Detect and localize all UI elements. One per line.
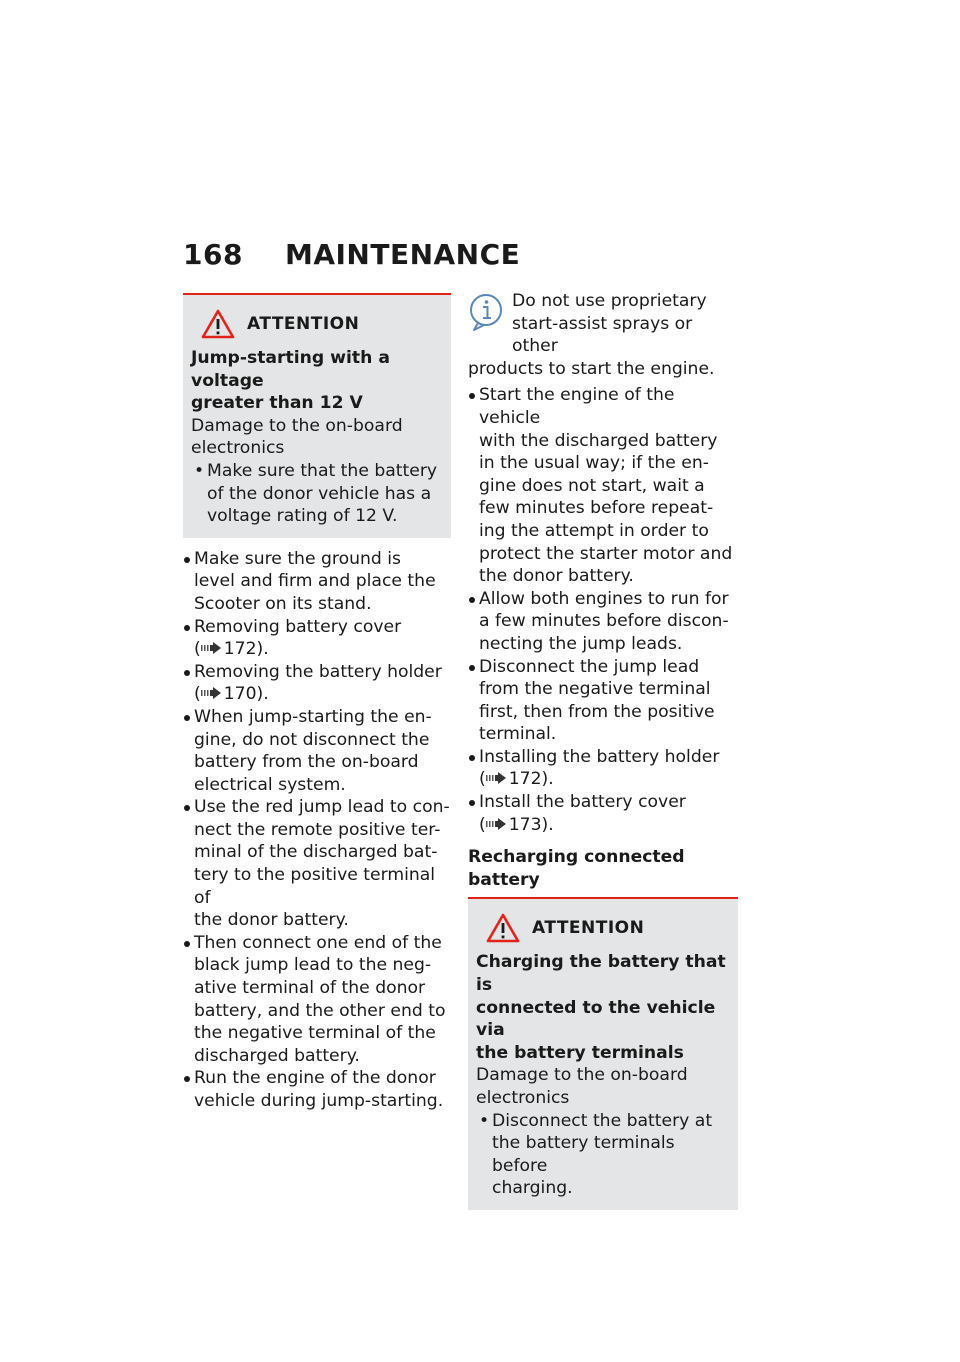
attention-title-line: Jump-starting with a voltage bbox=[191, 348, 390, 391]
consequence-line: Damage to the on-board bbox=[476, 1065, 688, 1086]
page-reference[interactable]: ( 172). bbox=[194, 639, 269, 660]
attention-title-line: the battery terminals bbox=[476, 1042, 684, 1063]
list-item bbox=[468, 656, 738, 746]
step-line: Removing the battery holder bbox=[194, 661, 442, 682]
list-item bbox=[183, 661, 451, 706]
step-list bbox=[468, 384, 738, 836]
consequence-line: Damage to the on-board bbox=[191, 415, 403, 436]
attention-action bbox=[191, 460, 443, 528]
list-item bbox=[183, 706, 451, 796]
reference-arrow-icon bbox=[201, 687, 221, 699]
step-line: first, then from the positive bbox=[479, 701, 715, 722]
attention-title-line: Charging the battery that is bbox=[476, 952, 726, 996]
list-item bbox=[183, 1067, 451, 1112]
list-item bbox=[468, 746, 738, 791]
attention-title bbox=[476, 951, 730, 1064]
attention-title-line: greater than 12 V bbox=[191, 393, 363, 414]
list-item bbox=[468, 791, 738, 836]
reference-arrow-icon bbox=[486, 818, 506, 830]
step-line: Disconnect the jump lead bbox=[479, 656, 700, 677]
attention-box bbox=[183, 293, 451, 538]
reference-arrow-icon bbox=[201, 642, 221, 654]
warning-triangle-icon bbox=[486, 913, 520, 943]
list-item bbox=[183, 616, 451, 661]
step-line: Scooter on its stand. bbox=[194, 593, 372, 614]
reference-page: 173). bbox=[508, 814, 554, 835]
action-line: • Make sure that the battery bbox=[207, 460, 438, 481]
chapter-title: MAINTENANCE bbox=[284, 238, 521, 271]
info-line: start-assist sprays or other bbox=[512, 313, 693, 357]
step-line: battery from the on-board bbox=[194, 752, 419, 773]
step-line: in the usual way; if the en- bbox=[479, 453, 709, 474]
step-line: terminal. bbox=[479, 724, 557, 745]
step-line: a few minutes before discon- bbox=[479, 611, 729, 632]
page-reference[interactable]: ( 172). bbox=[479, 769, 554, 790]
step-line: protect the starter motor and bbox=[479, 543, 733, 564]
attention-box bbox=[468, 897, 738, 1210]
attention-title bbox=[191, 347, 443, 415]
step-line: battery, and the other end to bbox=[194, 1000, 446, 1021]
step-line: nect the remote positive ter- bbox=[194, 819, 441, 840]
info-line: products to start the engine. bbox=[468, 358, 715, 379]
step-line: electrical system. bbox=[194, 774, 346, 795]
info-note bbox=[468, 290, 738, 380]
step-line: gine does not start, wait a bbox=[479, 475, 705, 496]
action-line: of the donor vehicle has a bbox=[207, 483, 432, 504]
step-line: Start the engine of the vehicle bbox=[479, 385, 675, 428]
step-line: discharged battery. bbox=[194, 1045, 360, 1066]
list-item bbox=[183, 932, 451, 1068]
page-number: 168 bbox=[183, 238, 243, 271]
step-line: Allow both engines to run for bbox=[479, 588, 729, 609]
reference-page: 172). bbox=[223, 639, 269, 660]
consequence-line: electronics bbox=[191, 438, 285, 459]
attention-consequence bbox=[476, 1064, 730, 1109]
step-line: ative terminal of the donor bbox=[194, 978, 426, 999]
info-line: Do not use proprietary bbox=[512, 291, 707, 311]
step-line: necting the jump leads. bbox=[479, 633, 683, 654]
attention-label: ATTENTION bbox=[247, 313, 360, 334]
info-icon bbox=[468, 292, 504, 332]
attention-consequence bbox=[191, 415, 443, 460]
left-column bbox=[183, 293, 451, 1113]
step-line: from the negative terminal bbox=[479, 679, 711, 700]
reference-page: 172). bbox=[508, 769, 554, 790]
step-line: level and firm and place the bbox=[194, 571, 436, 592]
step-line: gine, do not disconnect the bbox=[194, 729, 430, 750]
step-line: the donor battery. bbox=[194, 910, 349, 931]
section-heading: Recharging connected battery bbox=[468, 847, 685, 890]
step-line: Then connect one end of the bbox=[194, 932, 442, 953]
reference-page: 170). bbox=[223, 684, 269, 705]
action-line: • Disconnect the battery at bbox=[492, 1110, 713, 1131]
attention-header bbox=[486, 913, 730, 943]
step-line: minal of the discharged bat- bbox=[194, 842, 438, 863]
step-list bbox=[183, 548, 451, 1113]
list-item bbox=[183, 796, 451, 932]
step-line: tery to the positive terminal of bbox=[194, 865, 436, 908]
step-line: Removing battery cover bbox=[194, 616, 402, 637]
page-header bbox=[183, 238, 520, 282]
list-item bbox=[183, 548, 451, 616]
step-line: vehicle during jump-starting. bbox=[194, 1091, 444, 1111]
action-line: voltage rating of 12 V. bbox=[207, 506, 398, 527]
attention-title-line: connected to the vehicle via bbox=[476, 997, 716, 1041]
step-line: Make sure the ground is bbox=[194, 548, 401, 569]
page-reference[interactable]: ( 173). bbox=[479, 814, 554, 835]
step-line: Run the engine of the donor bbox=[194, 1068, 436, 1089]
step-line: black jump lead to the neg- bbox=[194, 955, 432, 976]
list-item bbox=[468, 384, 738, 587]
list-item bbox=[468, 588, 738, 656]
step-line: When jump-starting the en- bbox=[194, 706, 432, 727]
step-line: Install the battery cover bbox=[479, 792, 686, 813]
page-reference[interactable]: ( 170). bbox=[194, 684, 269, 705]
step-line: few minutes before repeat- bbox=[479, 498, 714, 519]
warning-triangle-icon bbox=[201, 309, 235, 339]
step-line: ing the attempt in order to bbox=[479, 520, 709, 541]
step-line: the negative terminal of the bbox=[194, 1023, 436, 1044]
reference-arrow-icon bbox=[486, 772, 506, 784]
attention-label: ATTENTION bbox=[532, 918, 645, 939]
step-line: Use the red jump lead to con- bbox=[194, 797, 450, 818]
consequence-line: electronics bbox=[476, 1088, 570, 1108]
action-line: charging. bbox=[492, 1178, 573, 1199]
step-line: Installing the battery holder bbox=[479, 746, 720, 767]
attention-action bbox=[476, 1110, 730, 1200]
step-line: the donor battery. bbox=[479, 566, 634, 587]
right-column bbox=[468, 290, 738, 1220]
attention-header bbox=[201, 309, 443, 339]
step-line: with the discharged battery bbox=[479, 430, 718, 451]
action-line: the battery terminals before bbox=[492, 1133, 675, 1176]
